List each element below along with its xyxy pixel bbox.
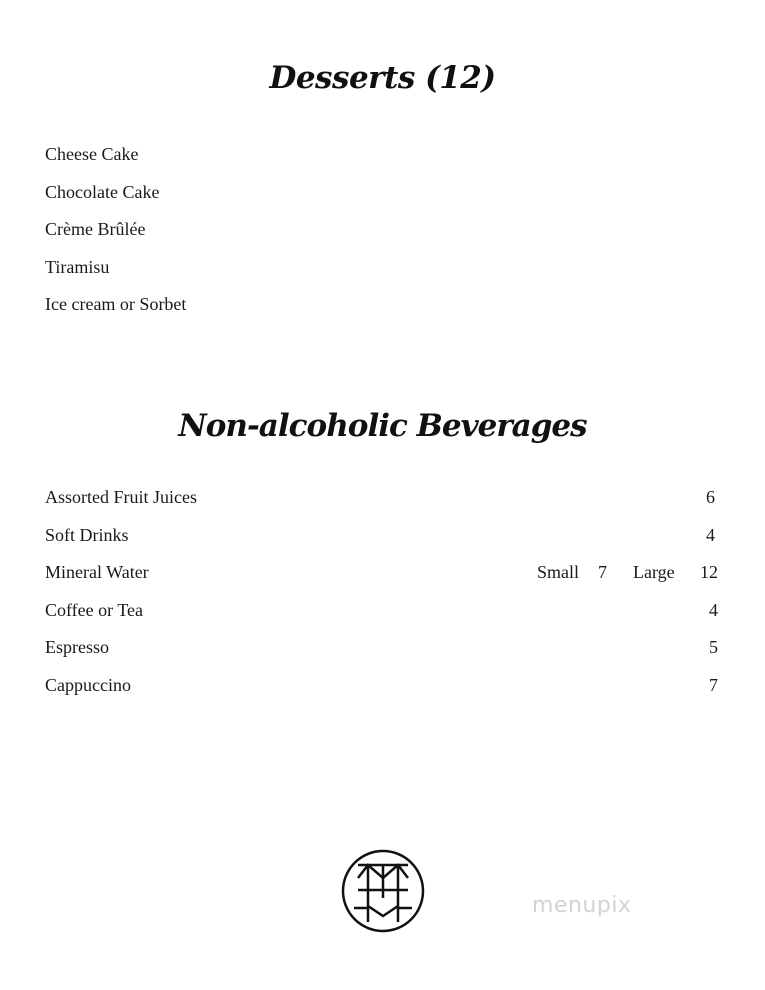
dessert-item: Tiramisu [45, 257, 110, 277]
beverage-name: Espresso [45, 637, 109, 657]
desserts-title: Desserts (12) [269, 60, 496, 96]
small-size-price: 7 [598, 562, 607, 582]
beverage-name: Cappuccino [45, 675, 131, 695]
beverage-name: Coffee or Tea [45, 600, 144, 620]
beverage-price: 5 [709, 637, 718, 657]
beverage-price: 7 [709, 675, 718, 695]
dessert-item: Cheese Cake [45, 144, 139, 164]
large-size-price: 12 [700, 562, 718, 582]
dessert-item: Crème Brûlée [45, 219, 146, 239]
dessert-item: Ice cream or Sorbet [45, 294, 187, 314]
beverage-name: Soft Drinks [45, 525, 129, 545]
beverage-price: 4 [709, 600, 718, 620]
beverage-name: Assorted Fruit Juices [45, 487, 197, 507]
beverages-title: Non-alcoholic Beverages [178, 408, 587, 444]
dessert-item: Chocolate Cake [45, 182, 160, 202]
restaurant-logo-icon [340, 848, 426, 934]
beverage-name: Mineral Water [45, 562, 149, 582]
small-size-label: Small [537, 562, 580, 582]
beverage-price: 6 [706, 487, 715, 507]
watermark: menupix [532, 893, 632, 918]
beverage-price: 4 [706, 525, 715, 545]
large-size-label: Large [633, 562, 675, 582]
